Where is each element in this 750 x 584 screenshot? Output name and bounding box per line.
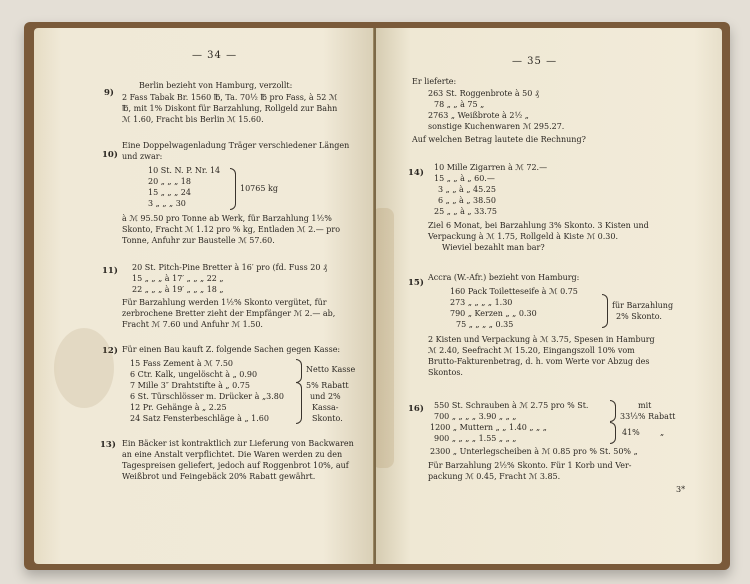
brace-label: 10765 kg (240, 184, 278, 193)
brace-label: 41% (622, 428, 640, 437)
list-item: 550 St. Schrauben à ℳ 2.75 pro % St. (434, 401, 589, 410)
list-item: 6 Ctr. Kalk, ungelöscht à „ 0.90 (130, 370, 258, 379)
text-line: Skontos. (428, 368, 463, 377)
text-line: Skonto, Fracht ℳ 1.12 pro % kg, Entladen ℳ 2.— pro (122, 225, 341, 234)
left-page (34, 28, 374, 564)
brace-label: 33⅓% Rabatt (620, 412, 676, 421)
text-line: 2763 „ Weißbrote à 2½ „ (428, 111, 529, 120)
text-line: Tonne, Anfuhr zur Baustelle ℳ 57.60. (122, 236, 275, 245)
text-line: Eine Doppelwagenladung Träger verschiedener Längen (122, 141, 350, 150)
right-page (376, 28, 722, 564)
brace-label: Kassa- (312, 403, 339, 412)
text-line: Weißbrot und Feingebäck 20% Rabatt gewährt. (122, 472, 316, 481)
list-item: 25 „ „ à „ 33.75 (434, 207, 497, 216)
list-item: 6 St. Türschlösser m. Drücker à „3.80 (130, 392, 284, 401)
text-line: Accra (W.-Afr.) bezieht von Hamburg: (428, 273, 580, 282)
text-line: 2 Fass Tabak Br. 1560 ℔, Ta. 70½ ℔ pro Fass, à 52 ℳ (122, 93, 338, 102)
text-line: sonstige Kuchenwaren ℳ 295.27. (428, 122, 565, 131)
list-item: 2300 „ Unterlegscheiben à ℳ 0.85 pro % St. 50% „ (430, 447, 638, 456)
text-line: 10 St. N. P. Nr. 14 (148, 166, 221, 175)
list-item: 7 Mille 3″ Drahtstifte à „ 0.75 (130, 381, 250, 390)
text-line: Auf welchen Betrag lautete die Rechnung? (412, 135, 586, 144)
text-line: Tagespreisen geliefert, jedoch auf Roggenbrot 10%, auf (122, 461, 349, 470)
text-line: ℳ 1.60, Fracht bis Berlin ℳ 15.60. (122, 115, 264, 124)
text-line: 78 „ „ à 75 „ (434, 100, 485, 109)
text-line: 15 „ „ „ à 17′ „ „ „ 22 „ (132, 274, 224, 283)
text-line: Fracht ℳ 7.60 und Anfuhr ℳ 1.50. (122, 320, 263, 329)
problem-number: 14) (408, 168, 424, 178)
list-item: 900 „ „ „ „ 1.55 „ „ „ (434, 434, 517, 443)
brace-label: 2% Skonto. (616, 312, 662, 321)
text-line: ℔, mit 1% Diskont für Barzahlung, Rollgeld zur Bahn (122, 104, 338, 113)
brace-label: Skonto. (312, 414, 343, 423)
text-line: 3 „ „ „ 30 (148, 199, 186, 208)
list-item: 1200 „ Muttern „ „ 1.40 „ „ „ (430, 423, 547, 432)
list-item: 6 „ „ à „ 38.50 (438, 196, 496, 205)
text-line: Berlin bezieht von Hamburg, verzollt: (139, 81, 293, 90)
problem-number: 12) (102, 346, 118, 356)
brace (610, 400, 616, 422)
text-line: und zwar: (122, 152, 163, 161)
list-item: 12 Pr. Gehänge à „ 2.25 (130, 403, 227, 412)
text-line: 22 „ „ „ à 19′ „ „ „ 18 „ (132, 285, 224, 294)
text-line: Ein Bäcker ist kontraktlich zur Lieferung von Backwaren (122, 439, 354, 448)
brace-label: Netto Kasse (306, 365, 356, 374)
problem-number: 13) (100, 440, 116, 450)
brace (296, 382, 302, 424)
text-line: 2 Kisten und Verpackung à ℳ 3.75, Spesen in Hamburg (428, 335, 655, 344)
list-item: 3 „ „ à „ 45.25 (438, 185, 496, 194)
text-line: à ℳ 95.50 pro Tonne ab Werk, für Barzahlung 1½% (122, 214, 332, 223)
text-line: Für Barzahlung werden 1½% Skonto vergütet, für (122, 298, 327, 307)
text-line: 263 St. Roggenbrote à 50 ₰ (428, 89, 539, 98)
signature-mark: 3* (676, 485, 686, 494)
list-item: 24 Satz Fensterbeschläge à „ 1.60 (130, 414, 269, 423)
brace-label: 5% Rabatt (306, 381, 349, 390)
brace-label: mit (638, 401, 652, 410)
brace (610, 422, 616, 444)
text-line: Wieviel bezahlt man bar? (442, 243, 545, 252)
list-item: 10 Mille Zigarren à ℳ 72.— (434, 163, 548, 172)
list-item: 160 Pack Toiletteseife à ℳ 0.75 (450, 287, 578, 296)
list-item: 700 „ „ „ „ 3.90 „ „ „ (434, 412, 517, 421)
brace-label: und 2% (310, 392, 341, 401)
text-line: packung ℳ 0.45, Fracht ℳ 3.85. (428, 472, 561, 481)
problem-number: 11) (102, 266, 118, 276)
problem-number: 10) (102, 150, 118, 160)
text-line: 20 St. Pitch-Pine Bretter à 16′ pro (fd. Fuss 20 ₰ (132, 263, 327, 272)
brace-label: „ (660, 428, 665, 437)
page-number: — 35 — (512, 56, 558, 67)
text-line: Er lieferte: (412, 77, 457, 86)
paper-stain (376, 208, 394, 468)
text-line: Für Barzahlung 2½% Skonto. Für 1 Korb und Ver- (428, 461, 632, 470)
list-item: 790 „ Kerzen „ „ 0.30 (450, 309, 537, 318)
text-line: zerbrochene Bretter zieht der Empfänger ℳ 2.— ab, (122, 309, 336, 318)
text-line: 20 „ „ „ 18 (148, 177, 191, 186)
brace (230, 168, 236, 210)
list-item: 15 „ „ à „ 60.— (434, 174, 495, 183)
problem-number: 9) (104, 88, 114, 98)
page-number: — 34 — (192, 50, 238, 61)
problem-number: 15) (408, 278, 424, 288)
problem-number: 16) (408, 404, 424, 414)
text-line: an eine Anstalt verpflichtet. Die Waren werden zu den (122, 450, 343, 459)
list-item: 75 „ „ „ „ 0.35 (456, 320, 514, 329)
brace (296, 359, 302, 383)
text-line: Brutto-Fakturenbetrag, d. h. vom Werte vor Abzug des (428, 357, 650, 366)
text-line: 15 „ „ „ 24 (148, 188, 191, 197)
text-line: ℳ 2.40, Seefracht ℳ 15.20, Eingangszoll 10% vom (428, 346, 635, 355)
brace-label: für Barzahlung (612, 301, 674, 310)
list-item: 273 „ „ „ „ 1.30 (450, 298, 513, 307)
text-line: Verpackung à ℳ 1.75, Rollgeld à Kiste ℳ 0.30. (428, 232, 619, 241)
text-line: Ziel 6 Monat, bei Barzahlung 3% Skonto. 3 Kisten und (428, 221, 649, 230)
brace (602, 294, 608, 328)
paper-stain (54, 328, 114, 408)
text-line: Für einen Bau kauft Z. folgende Sachen gegen Kasse: (122, 345, 341, 354)
list-item: 15 Fass Zement à ℳ 7.50 (130, 359, 233, 368)
